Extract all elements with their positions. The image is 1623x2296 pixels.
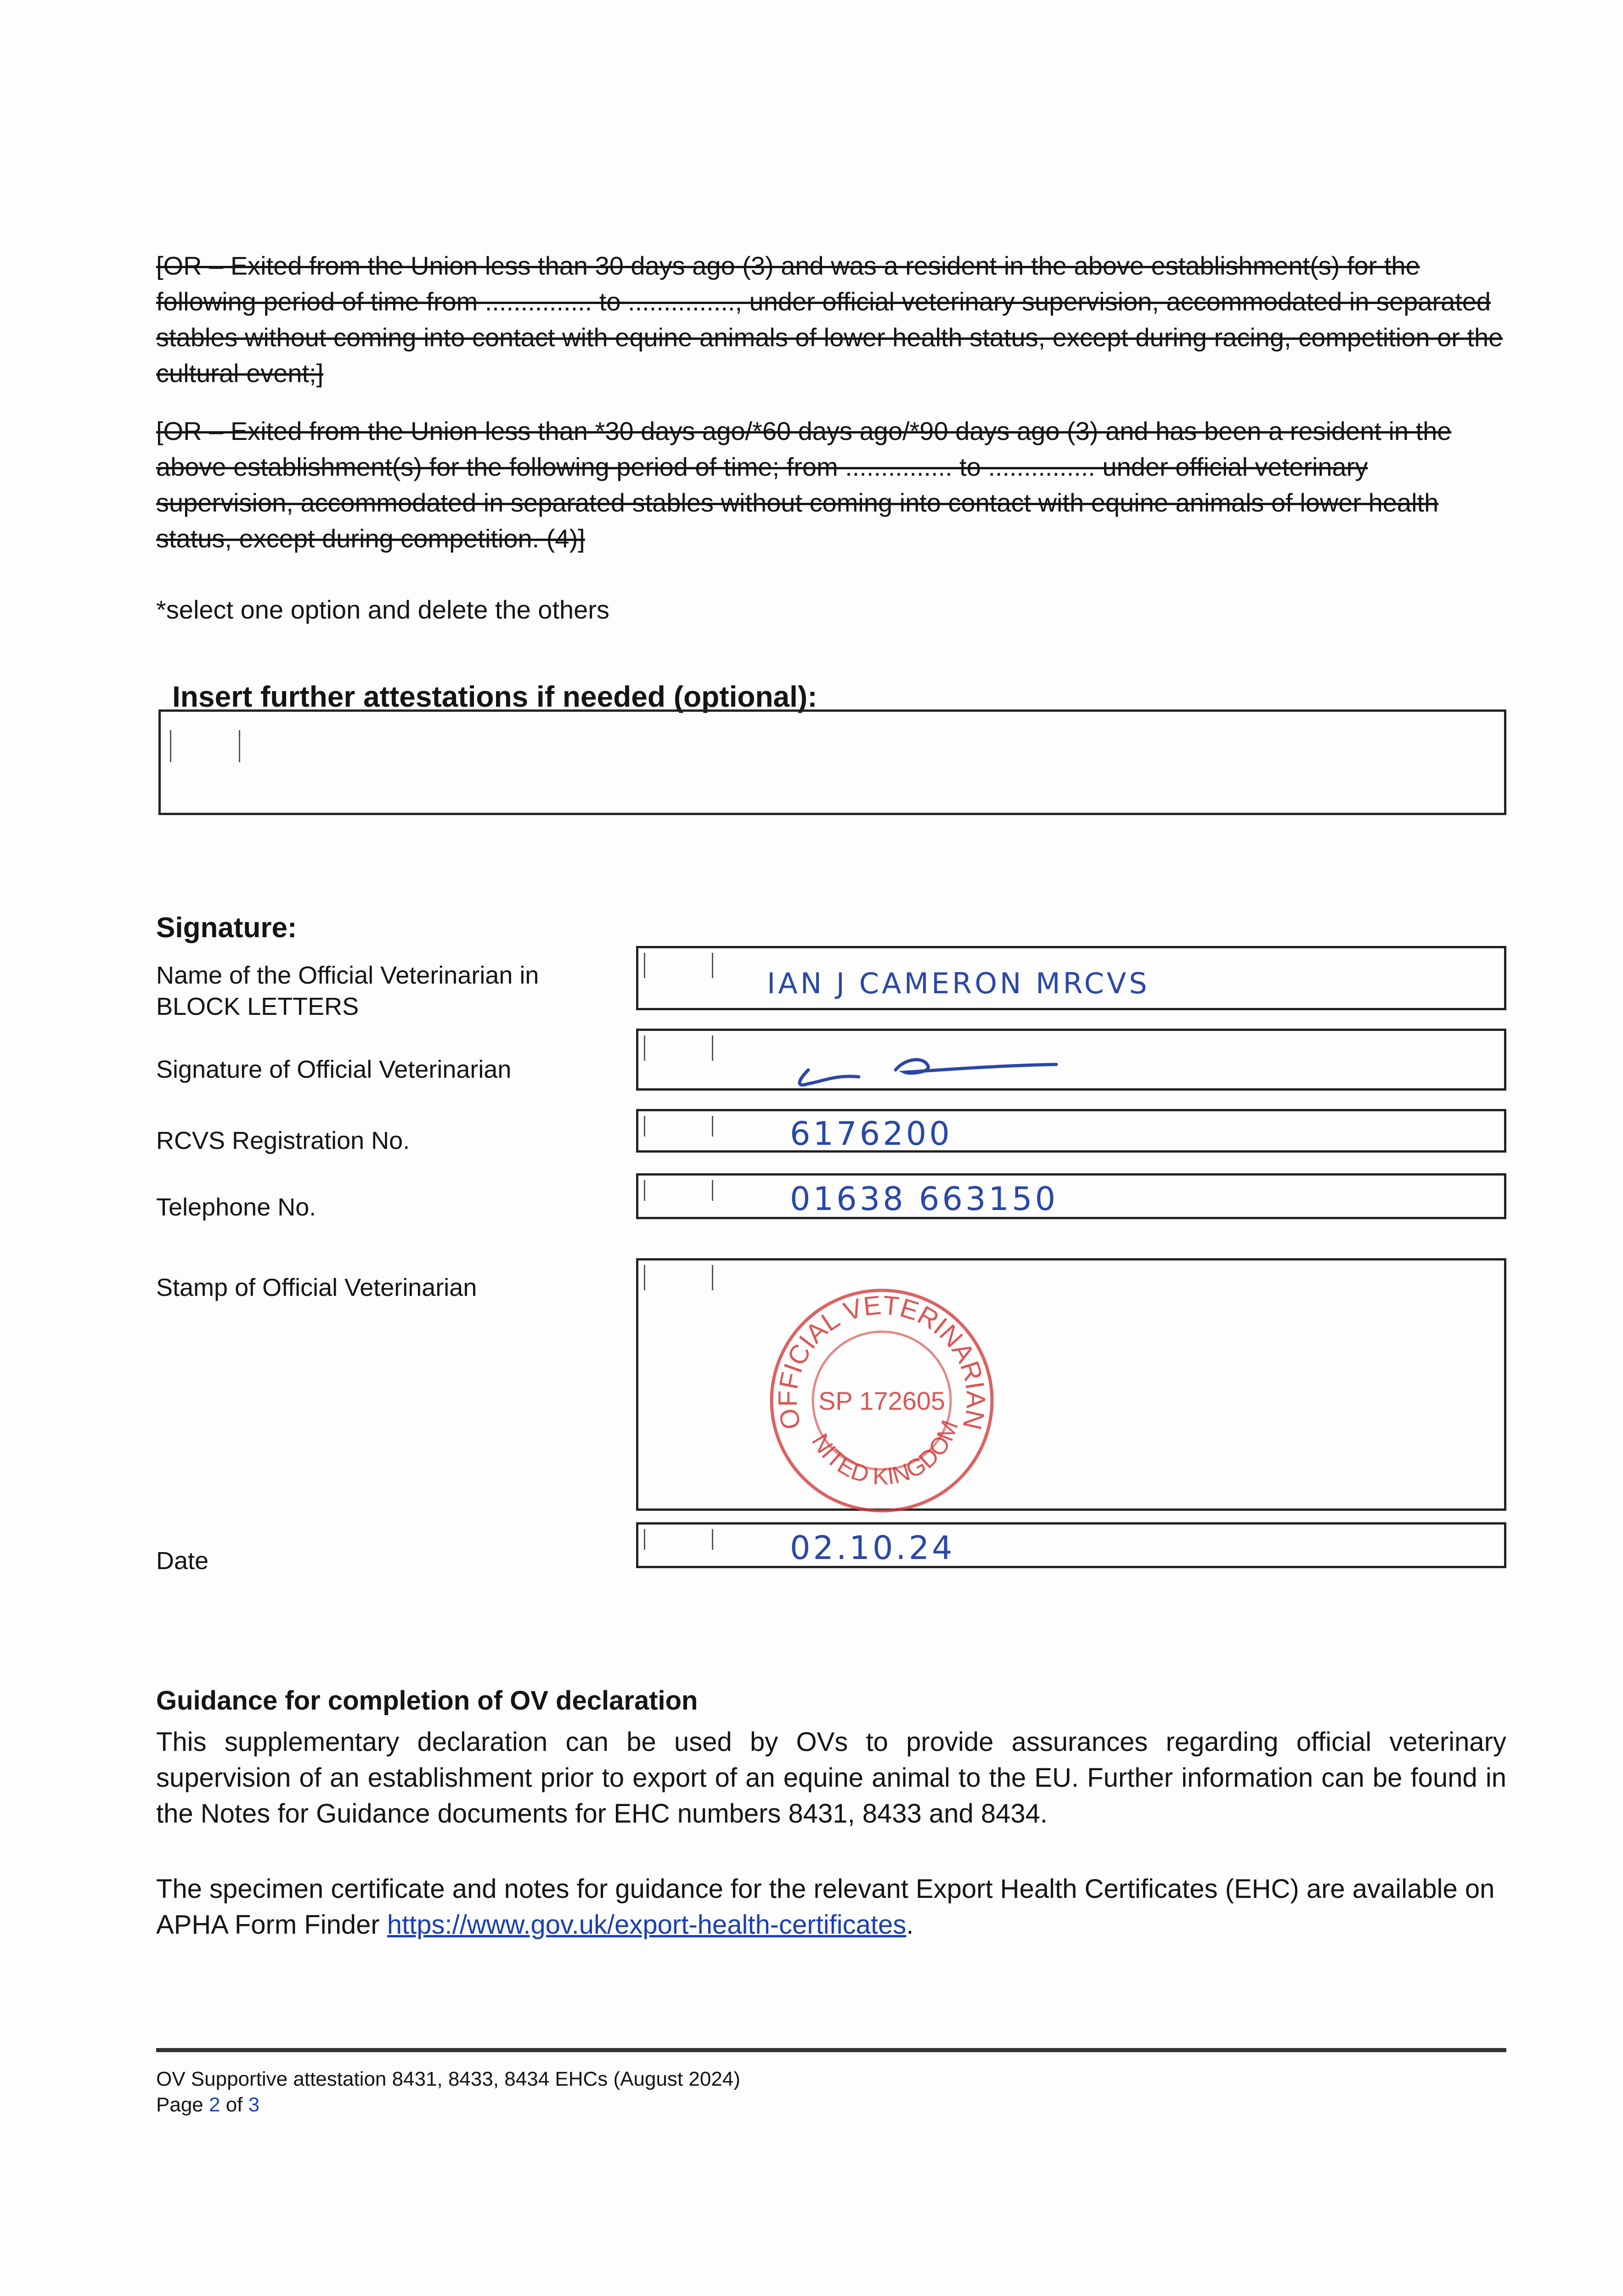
ov-name-handwritten: IAN J CAMERON MRCVS: [767, 967, 1150, 1000]
stamp-ring-text: OFFICIAL VETERINARIAN: [772, 1290, 991, 1433]
telephone-field[interactable]: [636, 1173, 1506, 1219]
footer-document-title: OV Supportive attestation 8431, 8433, 8434 EHCs (August 2024): [156, 2068, 740, 2090]
rcvs-handwritten: 6176200: [790, 1115, 952, 1153]
rcvs-field[interactable]: [636, 1109, 1506, 1153]
date-label: Date: [156, 1547, 209, 1575]
attestation-option-2: [OR – Exited from the Union less than *30 days ago/*60 days ago/*90 days ago (3) and has been a resident in the above establishment(s) for the following period of time; from ............... to ............... under official veterinary supervision, accommodated in separated stables without coming into contact with equine animals of lower health status, except during competition. (4)]: [156, 416, 1452, 553]
signature-heading: Signature:: [156, 912, 297, 944]
stamp-label: Stamp of Official Veterinarian: [156, 1274, 477, 1301]
date-handwritten: 02.10.24: [790, 1529, 955, 1567]
footer-page-current: 2: [209, 2093, 220, 2116]
stamp-number: SP 172605: [818, 1386, 946, 1415]
telephone-label: Telephone No.: [156, 1193, 316, 1221]
telephone-handwritten: 01638 663150: [790, 1180, 1059, 1218]
footer-page-total: 3: [248, 2093, 260, 2116]
ov-name-label: Name of the Official Veterinarian in BLOCK LETTERS: [156, 962, 539, 1020]
guidance-paragraph-2-text: The specimen certificate and notes for guidance for the relevant Export Health Certificates (EHC) are available on APHA Form Finder: [156, 1874, 1495, 1940]
ov-signature-label: Signature of Official Veterinarian: [156, 1056, 512, 1083]
footer-page-of: of: [220, 2093, 248, 2116]
date-field[interactable]: [636, 1522, 1506, 1568]
rcvs-label: RCVS Registration No.: [156, 1127, 410, 1154]
ov-signature-scribble: [790, 1038, 1157, 1088]
select-note: *select one option and delete the others: [156, 595, 609, 624]
footer-page-prefix: Page: [156, 2093, 209, 2116]
guidance-heading: Guidance for completion of OV declaration: [156, 1686, 698, 1716]
ov-signature-field[interactable]: [636, 1029, 1506, 1091]
further-attestations-label: Insert further attestations if needed (optional):: [172, 680, 817, 713]
export-health-certificates-link[interactable]: https://www.gov.uk/export-health-certificates: [387, 1910, 907, 1940]
attestation-option-1: [OR – Exited from the Union less than 30 days ago (3) and was a resident in the above establishment(s) for the following period of time from ............... to ..............., under official veterinary supervision, accommodated in separated stables without coming into contact with equine animals of lower health status, except during racing, competition or the cultural event;]: [156, 251, 1503, 388]
footer-page-number: [156, 2092, 740, 2118]
guidance-paragraph-2: [156, 1871, 1506, 1943]
footer: [156, 2066, 740, 2118]
footer-divider: [156, 2048, 1506, 2052]
guidance-paragraph-1: This supplementary declaration can be used by OVs to provide assurances regarding official veterinary supervision of an establishment prior to export of an equine animal to the EU. Further information can be found in the Notes for Guidance documents for EHC numbers 8431, 8433 and 8434.: [156, 1727, 1506, 1829]
official-veterinarian-stamp: [762, 1281, 1001, 1520]
further-attestations-field[interactable]: [158, 709, 1506, 815]
stamp-bottom-text: NITED KINGDOM: [806, 1417, 964, 1490]
ov-name-field[interactable]: [636, 946, 1506, 1010]
guidance-paragraph-2-end: .: [906, 1910, 914, 1940]
